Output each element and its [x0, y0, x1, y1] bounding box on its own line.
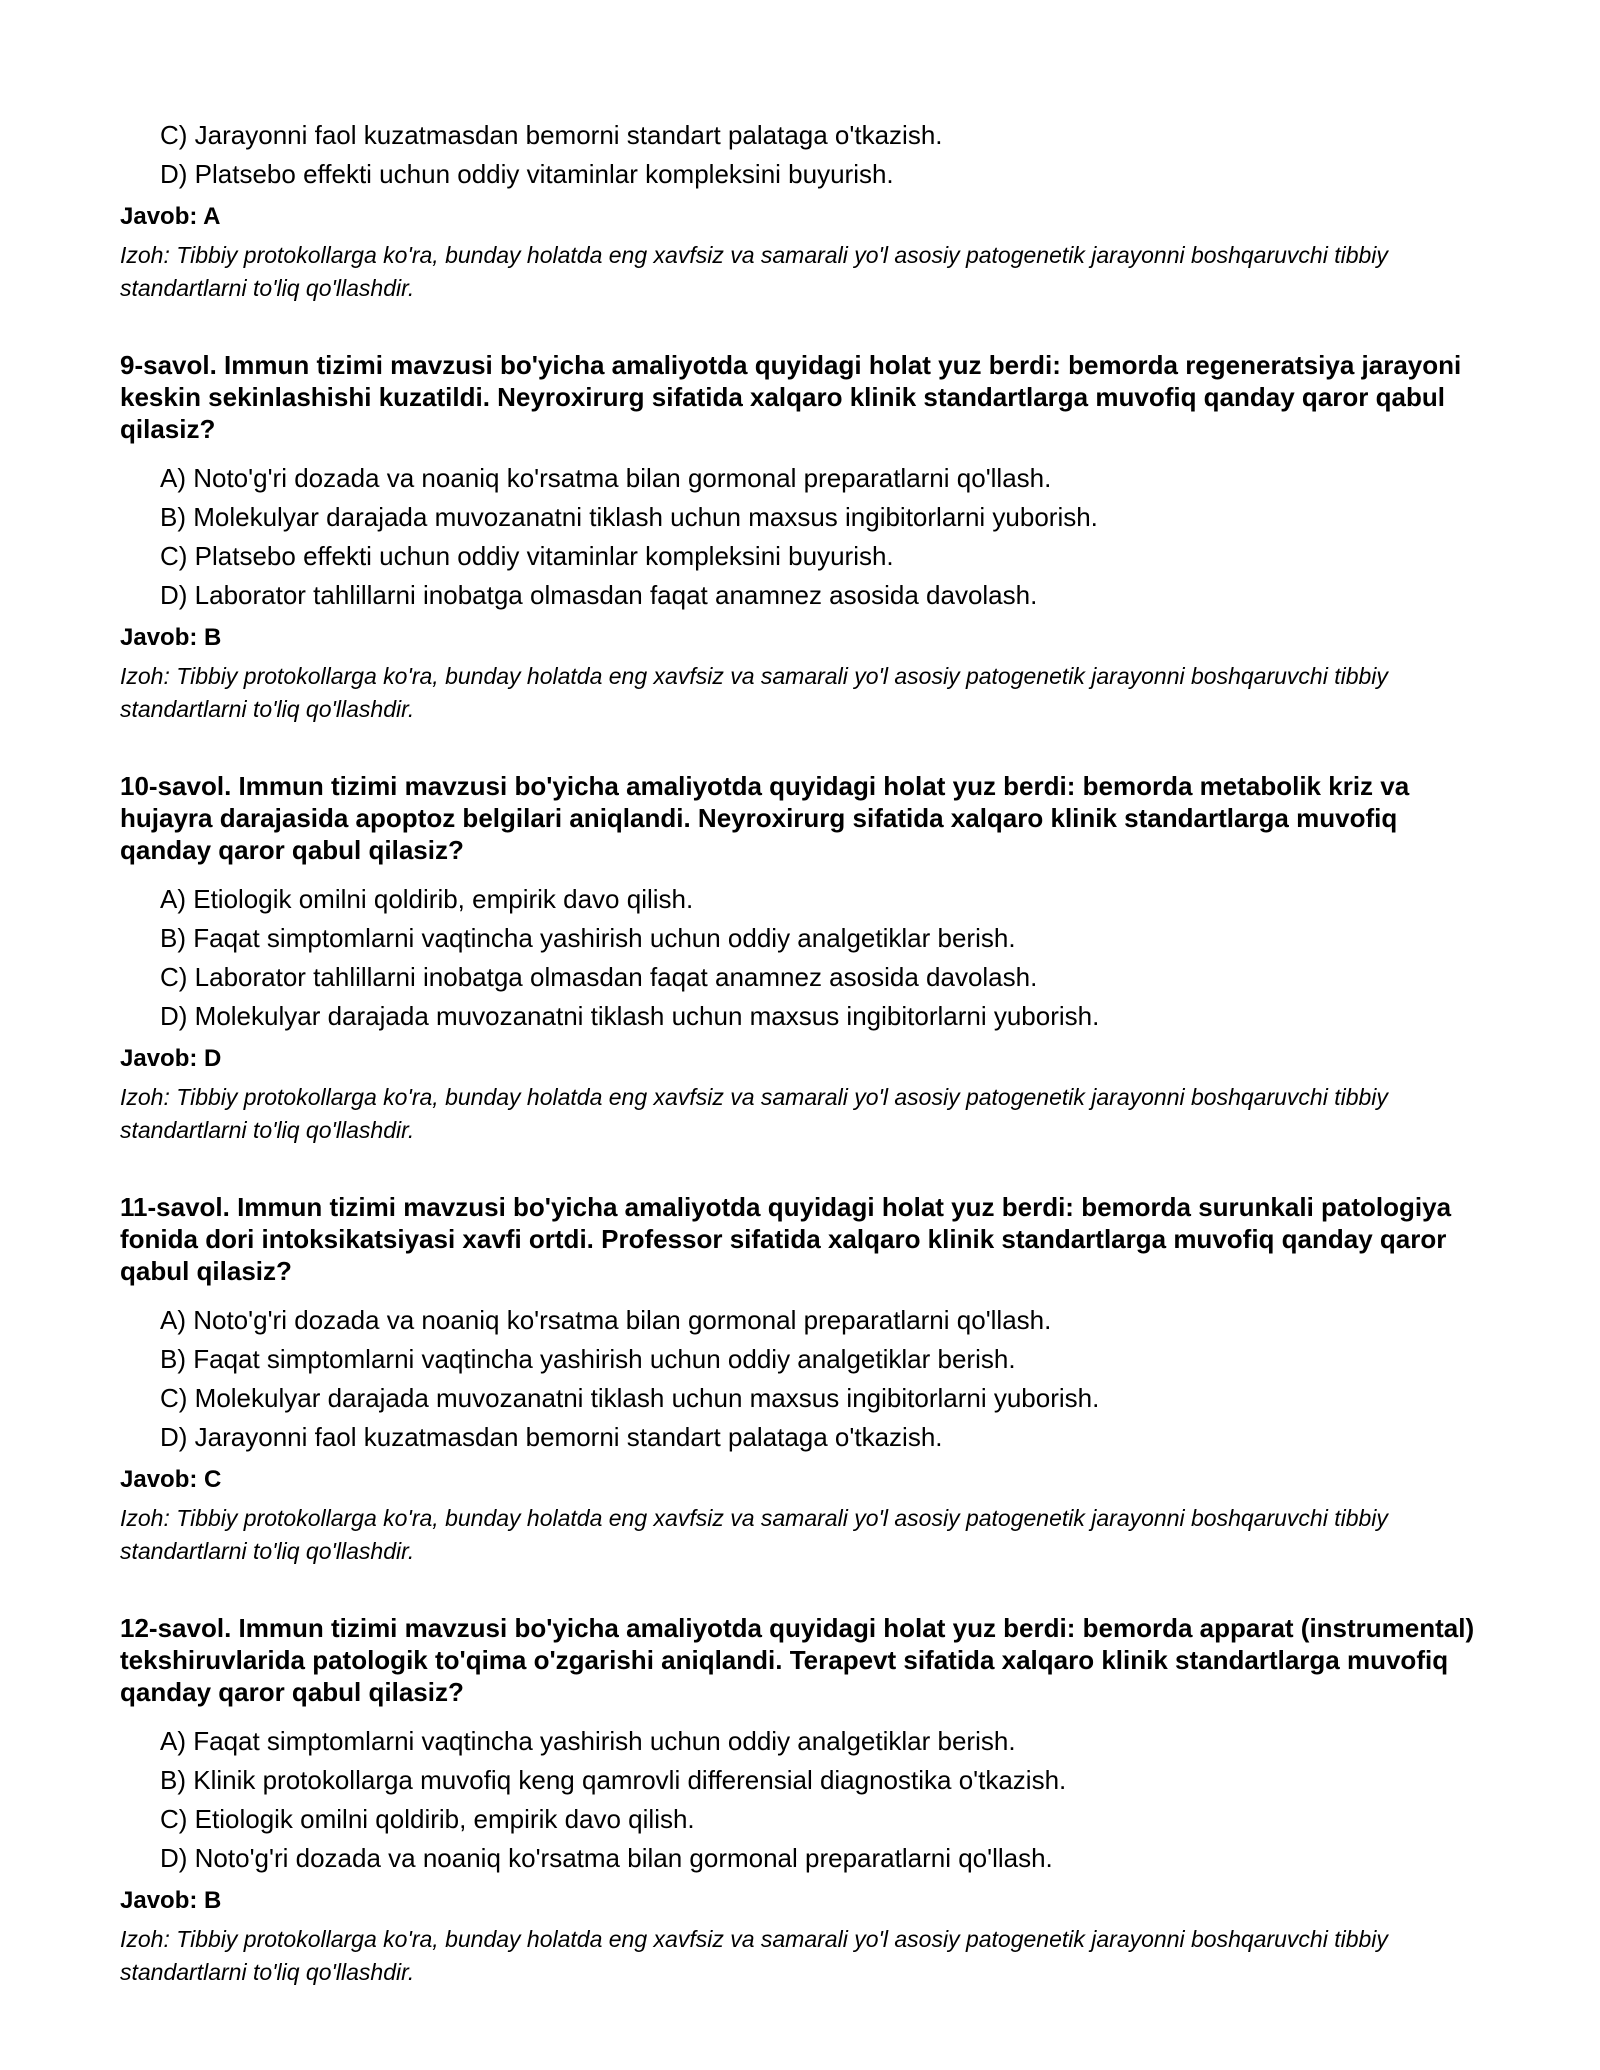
option-c: C) Jarayonni faol kuzatmasdan bemorni standart palataga o'tkazish. — [160, 120, 943, 150]
option-a: A) Noto'g'ri dozada va noaniq ko'rsatma bilan gormonal preparatlarni qo'llash. — [160, 463, 1052, 493]
answer-label: Javob: C — [120, 1466, 222, 1493]
option-c: C) Etiologik omilni qoldirib, empirik davo qilish. — [160, 1804, 695, 1834]
option-d: D) Platsebo effekti uchun oddiy vitaminlar kompleksini buyurish. — [160, 159, 894, 189]
option-c: C) Platsebo effekti uchun oddiy vitaminlar kompleksini buyurish. — [160, 541, 894, 571]
question-10 — [120, 770, 1490, 1147]
answer-options — [120, 120, 1490, 189]
answer-label: Javob: D — [120, 1045, 222, 1072]
explanation-note: Izoh: Tibbiy protokollarga ko'ra, bunday holatda eng xavfsiz va samarali yo'l asosiy patogenetik jarayonni boshqaruvchi tibbiy standartlarni to'liq qo'llashdir. — [120, 663, 1388, 722]
option-c: C) Molekulyar darajada muvozanatni tiklash uchun maxsus ingibitorlarni yuborish. — [160, 1383, 1100, 1413]
question-text: 9-savol. Immun tizimi mavzusi bo'yicha amaliyotda quyidagi holat yuz berdi: bemorda regeneratsiya jarayoni keskin sekinlashishi kuzatildi. Neyroxirurg sifatida xalqaro klinik standartlarga muvofiq qanday qaror qabul qilasiz? — [120, 350, 1462, 444]
question-11 — [120, 1191, 1490, 1568]
question-8-continuation — [120, 120, 1490, 305]
answer-options — [120, 1305, 1490, 1452]
option-b: B) Faqat simptomlarni vaqtincha yashirish uchun oddiy analgetiklar berish. — [160, 923, 1016, 953]
answer-label: Javob: B — [120, 1887, 222, 1914]
option-a: A) Faqat simptomlarni vaqtincha yashirish uchun oddiy analgetiklar berish. — [160, 1726, 1016, 1756]
answer-label: Javob: A — [120, 203, 221, 230]
answer-options — [120, 884, 1490, 1031]
question-9 — [120, 349, 1490, 726]
option-b: B) Faqat simptomlarni vaqtincha yashirish uchun oddiy analgetiklar berish. — [160, 1344, 1016, 1374]
option-d: D) Jarayonni faol kuzatmasdan bemorni standart palataga o'tkazish. — [160, 1422, 943, 1452]
option-c: C) Laborator tahlillarni inobatga olmasdan faqat anamnez asosida davolash. — [160, 962, 1038, 992]
explanation-note: Izoh: Tibbiy protokollarga ko'ra, bunday holatda eng xavfsiz va samarali yo'l asosiy patogenetik jarayonni boshqaruvchi tibbiy standartlarni to'liq qo'llashdir. — [120, 1505, 1388, 1564]
option-a: A) Noto'g'ri dozada va noaniq ko'rsatma bilan gormonal preparatlarni qo'llash. — [160, 1305, 1052, 1335]
answer-label: Javob: B — [120, 624, 222, 651]
explanation-note: Izoh: Tibbiy protokollarga ko'ra, bunday holatda eng xavfsiz va samarali yo'l asosiy patogenetik jarayonni boshqaruvchi tibbiy standartlarni to'liq qo'llashdir. — [120, 1084, 1388, 1143]
option-b: B) Klinik protokollarga muvofiq keng qamrovli differensial diagnostika o'tkazish. — [160, 1765, 1067, 1795]
option-a: A) Etiologik omilni qoldirib, empirik davo qilish. — [160, 884, 694, 914]
document-page — [120, 120, 1490, 1989]
option-d: D) Laborator tahlillarni inobatga olmasdan faqat anamnez asosida davolash. — [160, 580, 1038, 610]
answer-options — [120, 1726, 1490, 1873]
answer-options — [120, 463, 1490, 610]
question-text: 12-savol. Immun tizimi mavzusi bo'yicha amaliyotda quyidagi holat yuz berdi: bemorda apparat (instrumental) tekshiruvlarida patologik to'qima o'zgarishi aniqlandi. Terapevt sifatida xalqaro klinik standartlarga muvofiq qanday qaror qabul qilasiz? — [120, 1613, 1475, 1707]
option-b: B) Molekulyar darajada muvozanatni tiklash uchun maxsus ingibitorlarni yuborish. — [160, 502, 1098, 532]
question-text: 10-savol. Immun tizimi mavzusi bo'yicha amaliyotda quyidagi holat yuz berdi: bemorda metabolik kriz va hujayra darajasida apoptoz belgilari aniqlandi. Neyroxirurg sifatida xalqaro klinik standartlarga muvofiq qanday qaror qabul qilasiz? — [120, 771, 1410, 865]
option-d: D) Molekulyar darajada muvozanatni tiklash uchun maxsus ingibitorlarni yuborish. — [160, 1001, 1100, 1031]
explanation-note: Izoh: Tibbiy protokollarga ko'ra, bunday holatda eng xavfsiz va samarali yo'l asosiy patogenetik jarayonni boshqaruvchi tibbiy standartlarni to'liq qo'llashdir. — [120, 1926, 1388, 1985]
explanation-note: Izoh: Tibbiy protokollarga ko'ra, bunday holatda eng xavfsiz va samarali yo'l asosiy patogenetik jarayonni boshqaruvchi tibbiy standartlarni to'liq qo'llashdir. — [120, 242, 1388, 301]
question-12 — [120, 1612, 1490, 1989]
option-d: D) Noto'g'ri dozada va noaniq ko'rsatma bilan gormonal preparatlarni qo'llash. — [160, 1843, 1053, 1873]
question-text: 11-savol. Immun tizimi mavzusi bo'yicha amaliyotda quyidagi holat yuz berdi: bemorda surunkali patologiya fonida dori intoksikatsiyasi xavfi ortdi. Professor sifatida xalqaro klinik standartlarga muvofiq qanday qaror qabul qilasiz? — [120, 1192, 1452, 1286]
